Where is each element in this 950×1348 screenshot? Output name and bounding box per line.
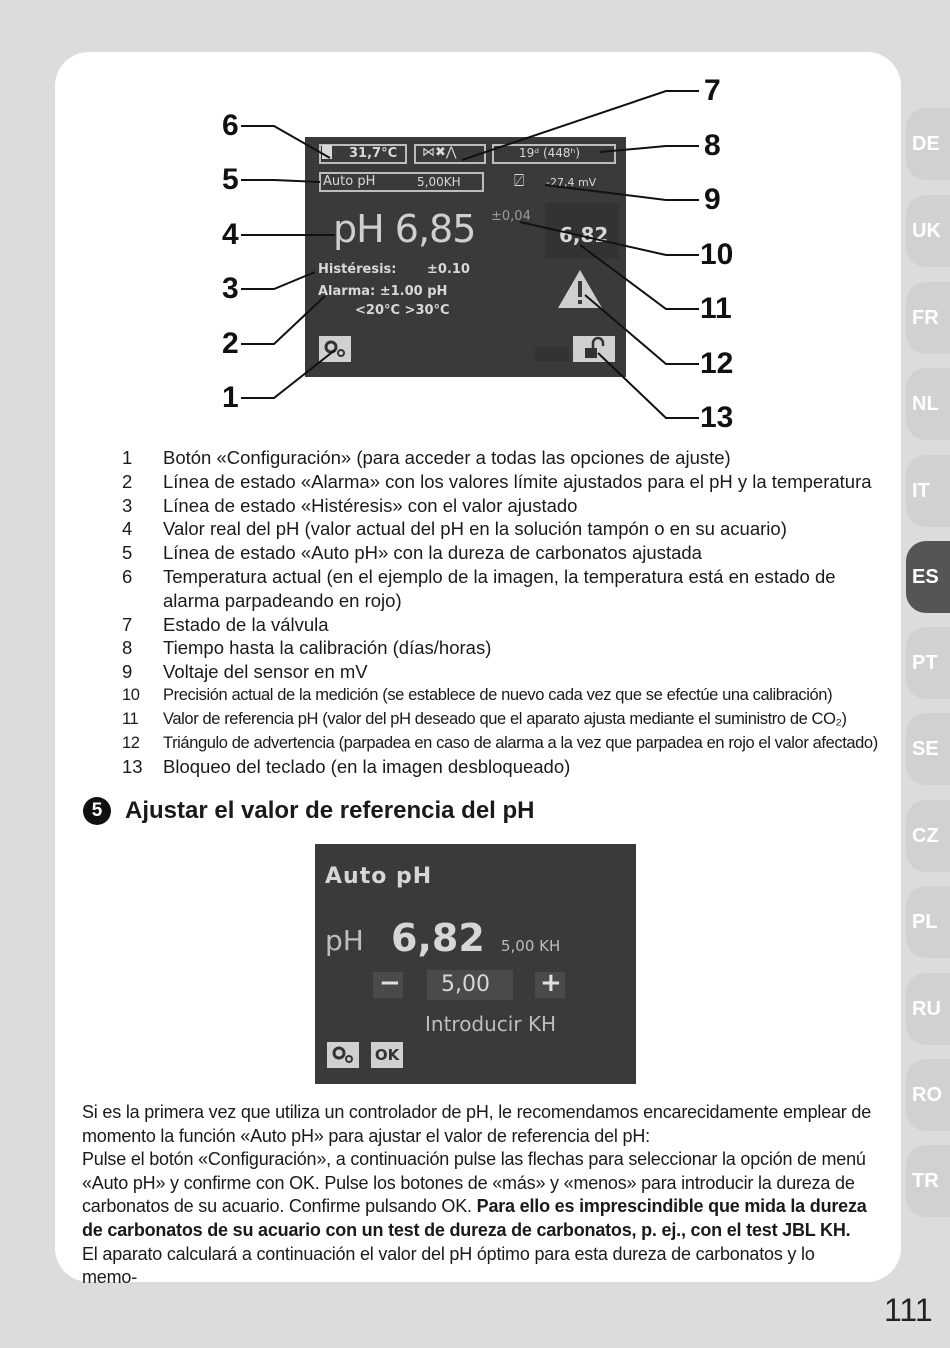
legend-item: 4 Valor real del pH (valor actual del pH en la solución tampón o en su acuario) bbox=[122, 518, 787, 540]
tab-tr[interactable]: TR bbox=[906, 1145, 950, 1217]
legend-item: 9 Voltaje del sensor en mV bbox=[122, 661, 368, 683]
paragraph-1: Si es la primera vez que utiliza un controlador de pH, le recomendamos encarecidamente emplear de momento la función «Auto pH» para ajustar el valor de referencia del pH: bbox=[82, 1102, 872, 1146]
temperature-value: 31,7°C bbox=[349, 146, 398, 161]
paragraph-2: Pulse el botón «Configuración», a continuación pulse las flechas para seleccionar la opción de menú «Auto pH» y confirme con OK. Pulse los botones de «más» y «menos» para introducir la dureza de carbonatos de su acuario. Confirme pulsando OK. Para ello es imprescindible que mida la dureza de carbonatos de su acuario con un test de dureza de carbonatos, p. ej., con el test JBL KH. bbox=[82, 1149, 867, 1240]
tab-ro[interactable]: RO bbox=[906, 1059, 950, 1131]
legend-item: 10 Precisión actual de la medición (se establece de nuevo cada vez que se efectúe una calibración) bbox=[122, 685, 833, 704]
plus-button[interactable] bbox=[535, 968, 565, 998]
legend-item: 1 Botón «Configuración» (para acceder a todas las opciones de ajuste) bbox=[122, 447, 731, 468]
alarm-temperatures: <20°C >30°C bbox=[355, 303, 450, 318]
body-text bbox=[82, 1101, 872, 1290]
callout-10: 10 bbox=[700, 238, 734, 271]
gear-icon bbox=[327, 1042, 359, 1068]
voltage-value: -27,4 mV bbox=[546, 176, 597, 189]
legend-item: 6 Temperatura actual (en el ejemplo de la imagen, la temperatura está en estado de alarma parpadeando en rojo) bbox=[122, 565, 836, 611]
callout-3: 3 bbox=[222, 272, 239, 305]
kh-value: 5,00KH bbox=[417, 175, 461, 189]
ph-actual-value: pH 6,85 bbox=[333, 207, 476, 251]
callout-1: 1 bbox=[222, 381, 239, 414]
legend-item: 8 Tiempo hasta la calibración (días/horas) bbox=[122, 637, 492, 659]
plus-icon: + bbox=[540, 968, 562, 998]
tab-uk[interactable]: UK bbox=[906, 195, 950, 267]
precision-value: ±0,04 bbox=[491, 209, 531, 224]
tab-it[interactable]: IT bbox=[906, 455, 950, 527]
alarm-line: Alarma: ±1.00 pH bbox=[318, 284, 448, 299]
hysteresis-value: ±0.10 bbox=[427, 262, 470, 277]
legend-item: 2 Línea de estado «Alarma» con los valores límite ajustados para el pH y la temperatura bbox=[122, 470, 872, 492]
minus-button[interactable] bbox=[373, 968, 403, 998]
tab-pl[interactable]: PL bbox=[906, 886, 950, 958]
section-heading bbox=[83, 797, 535, 825]
legend-item: 7 Estado de la válvula bbox=[122, 613, 329, 635]
hysteresis-label: Histéresis: bbox=[318, 262, 397, 277]
enter-kh-prompt: Introducir KH bbox=[425, 1012, 557, 1036]
page-number: 111 bbox=[884, 1292, 933, 1328]
callout-11: 11 bbox=[700, 292, 732, 325]
sensor-icon: ⍁ bbox=[514, 171, 525, 191]
callout-5: 5 bbox=[222, 163, 239, 196]
paragraph-2-bold: Para ello es imprescindible que mida la dureza de carbonatos de su acuario con un test de dureza de carbonatos, p. ej., con el test JBL KH. bbox=[82, 1196, 867, 1240]
legend-item: 11 Valor de referencia pH (valor del pH deseado que el aparato ajusta mediante el suministro de CO₂) bbox=[122, 709, 847, 728]
auto-ph-title: Auto pH bbox=[325, 864, 433, 889]
callout-12: 12 bbox=[700, 347, 734, 380]
callout-4: 4 bbox=[222, 218, 239, 251]
ok-button[interactable]: OK bbox=[371, 1042, 403, 1068]
tab-cz[interactable]: CZ bbox=[906, 800, 950, 872]
legend-item: 5 Línea de estado «Auto pH» con la dureza de carbonatos ajustada bbox=[122, 542, 702, 564]
callout-13: 13 bbox=[700, 401, 734, 434]
tab-se[interactable]: SE bbox=[906, 713, 950, 785]
legend-item: 12 Triángulo de advertencia (parpadea en caso de alarma a la vez que parpadea en rojo el valor afectado) bbox=[122, 733, 878, 752]
legend-list bbox=[122, 446, 882, 779]
kh-small-value: 5,00 KH bbox=[501, 937, 561, 955]
ph-prefix: pH bbox=[325, 924, 364, 957]
tab-de[interactable]: DE bbox=[906, 108, 950, 180]
auto-ph-label: Auto pH bbox=[323, 174, 376, 189]
paragraph-3: El aparato calculará a continuación el valor del pH óptimo para esta dureza de carbonatos y lo memo- bbox=[82, 1243, 815, 1288]
configuration-button[interactable] bbox=[327, 1042, 359, 1068]
calibration-time: 19ᵈ (448ʰ) bbox=[519, 146, 581, 160]
kh-input[interactable] bbox=[427, 970, 513, 1000]
legend-item: 13 Bloqueo del teclado (en la imagen desbloqueado) bbox=[122, 756, 571, 778]
legend-item: 3 Línea de estado «Histéresis» con el valor ajustado bbox=[122, 494, 578, 516]
device-display-auto-ph bbox=[315, 844, 636, 1084]
section-title: Ajustar el valor de referencia del pH bbox=[125, 797, 535, 824]
section-number: 5 bbox=[83, 797, 111, 825]
callout-2: 2 bbox=[222, 327, 239, 360]
tab-pt[interactable]: PT bbox=[906, 627, 950, 699]
callout-7: 7 bbox=[704, 74, 721, 107]
minus-icon: − bbox=[379, 968, 401, 998]
ph-reference-value: 6,82 bbox=[559, 223, 609, 247]
tab-nl[interactable]: NL bbox=[906, 368, 950, 440]
tab-ru[interactable]: RU bbox=[906, 973, 950, 1045]
ph-target-value: 6,82 bbox=[391, 916, 485, 960]
valve-status-icon: ⋈✖⋀ bbox=[422, 145, 457, 160]
callout-lines bbox=[0, 0, 950, 440]
callout-6: 6 bbox=[222, 109, 239, 142]
tab-es[interactable]: ES bbox=[906, 541, 950, 613]
kh-input-value: 5,00 bbox=[441, 972, 490, 997]
tab-fr[interactable]: FR bbox=[906, 282, 950, 354]
callout-8: 8 bbox=[704, 129, 721, 162]
callout-9: 9 bbox=[704, 183, 721, 216]
